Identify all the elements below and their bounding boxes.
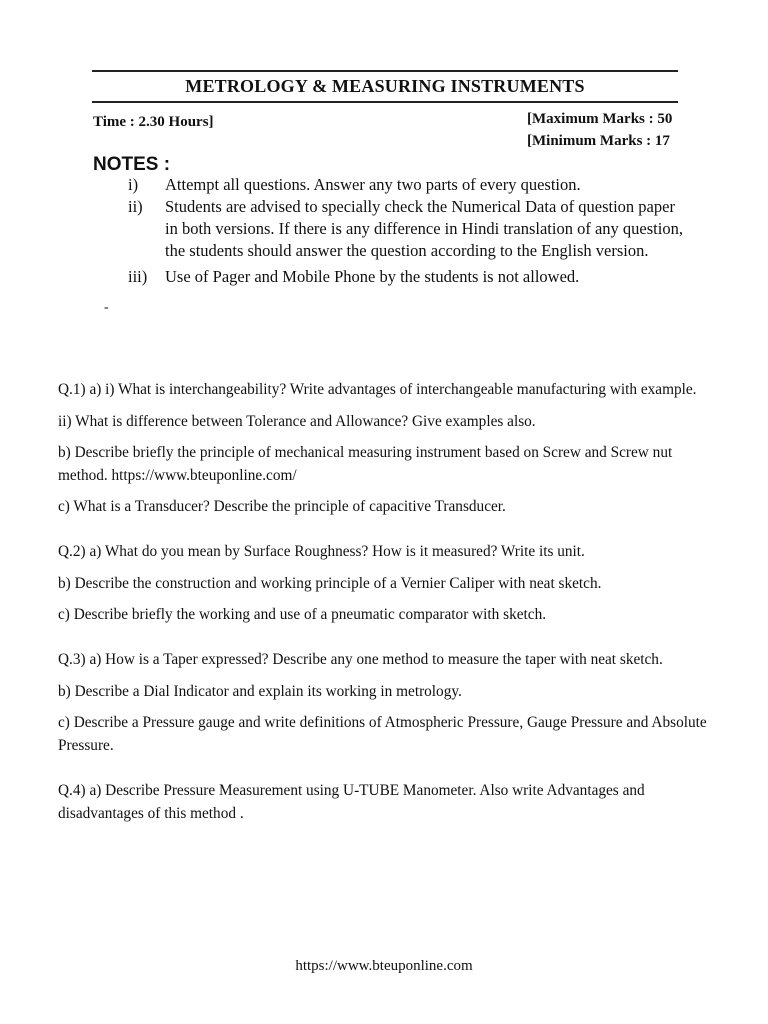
exam-time: Time : 2.30 Hours] (93, 114, 214, 130)
footer-url-link[interactable]: https://www.bteuponline.com (295, 958, 473, 974)
note-item (128, 196, 688, 262)
note-item (128, 174, 688, 196)
note-item (128, 266, 688, 288)
question-line: b) Describe the construction and working principle of a Vernier Caliper with neat sketch. (58, 575, 602, 592)
note-number: ii) (128, 197, 143, 216)
question-line: b) Describe briefly the principle of mechanical measuring instrument based on Screw and Screw nut method. https://www.bteuponline.com/ (58, 444, 673, 484)
maximum-marks: [Maximum Marks : 50 (527, 111, 673, 127)
question-line: c) What is a Transducer? Describe the principle of capacitive Transducer. (58, 498, 506, 515)
question-line: Q.3) a) How is a Taper expressed? Describe any one method to measure the taper with neat sketch. (58, 651, 663, 668)
note-number: iii) (128, 267, 148, 286)
stray-mark: - (104, 300, 109, 315)
question-block-4 (58, 779, 718, 825)
note-text: Use of Pager and Mobile Phone by the students is not allowed. (165, 267, 580, 286)
questions-section (58, 378, 718, 847)
exam-marks (527, 108, 672, 152)
notes-list (128, 174, 688, 288)
question-line: c) Describe a Pressure gauge and write definitions of Atmospheric Pressure, Gauge Pressure and Absolute Pressure. (58, 714, 707, 754)
question-block-2 (58, 540, 718, 626)
note-text: Students are advised to specially check the Numerical Data of question paper in both versions. If there is any difference in Hindi translation of any question, the students should answer the question according to the English version. (165, 197, 683, 260)
exam-title: METROLOGY & MEASURING INSTRUMENTS (185, 76, 585, 96)
note-number: i) (128, 175, 139, 194)
question-line: ii) What is difference between Tolerance and Allowance? Give examples also. (58, 413, 536, 430)
minimum-marks: [Minimum Marks : 17 (527, 133, 670, 149)
note-text: Attempt all questions. Answer any two parts of every question. (165, 175, 581, 194)
notes-title: NOTES : (93, 154, 171, 175)
header-rule-bottom (92, 101, 678, 103)
question-block-1 (58, 378, 718, 518)
question-line: b) Describe a Dial Indicator and explain its working in metrology. (58, 683, 462, 700)
question-line: Q.2) a) What do you mean by Surface Roughness? How is it measured? Write its unit. (58, 543, 585, 560)
question-block-3 (58, 648, 718, 757)
question-line: Q.4) a) Describe Pressure Measurement using U-TUBE Manometer. Also write Advantages and disadvantages of this method . (58, 782, 645, 822)
question-line: Q.1) a) i) What is interchangeability? Write advantages of interchangeable manufacturing with example. (58, 381, 697, 398)
question-line: c) Describe briefly the working and use of a pneumatic comparator with sketch. (58, 606, 547, 623)
